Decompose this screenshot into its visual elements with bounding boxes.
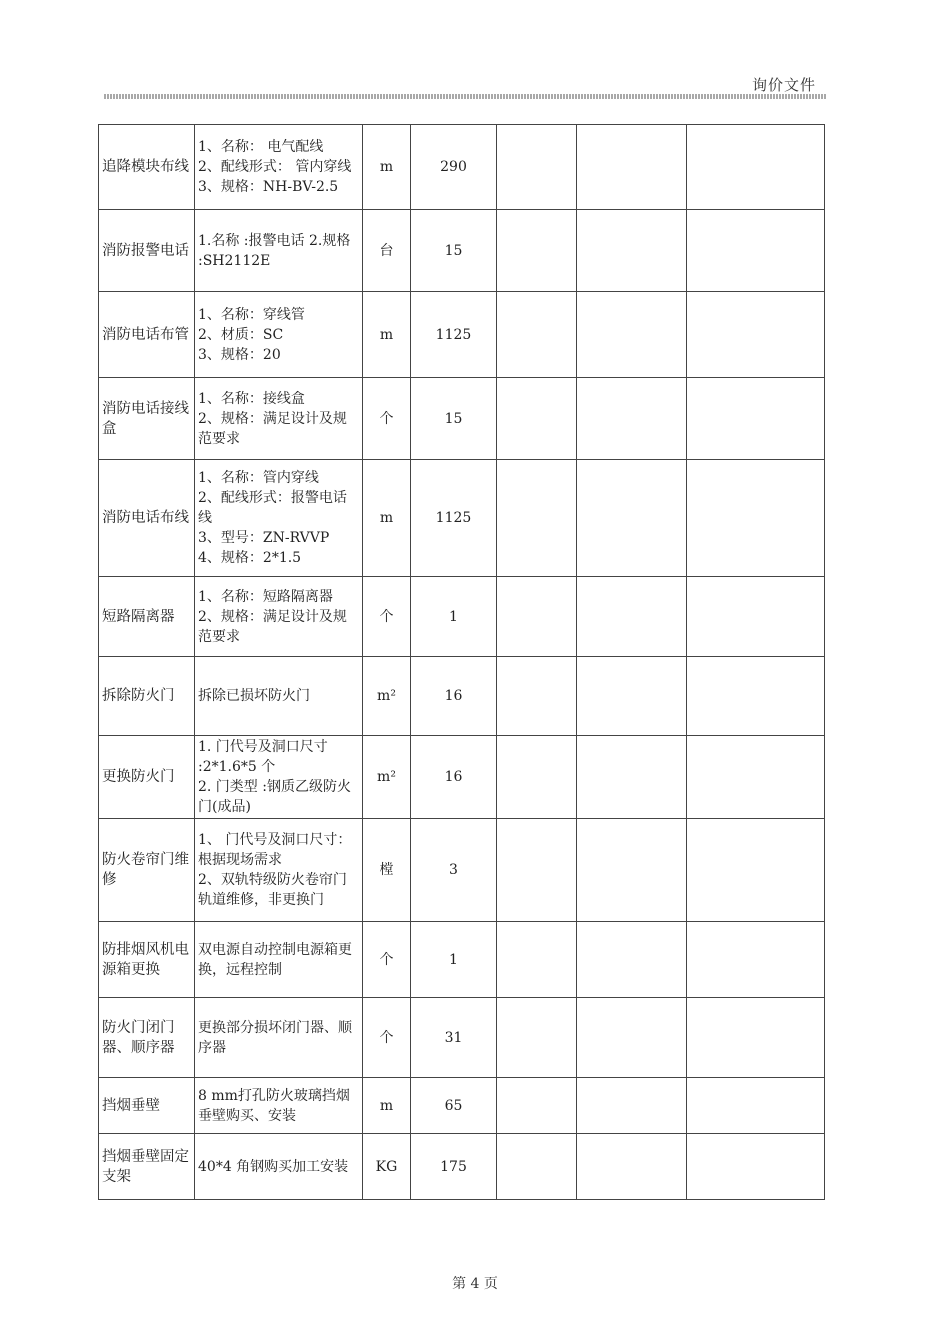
total-price-cell[interactable]	[577, 1134, 687, 1200]
unit-price-cell[interactable]	[497, 378, 577, 460]
remarks-cell[interactable]	[687, 125, 825, 210]
description-line: 3、型号：ZN-RVVP	[198, 530, 330, 546]
total-price-cell[interactable]	[577, 210, 687, 292]
total-price-cell[interactable]	[577, 125, 687, 210]
unit-cell: KG	[363, 1134, 411, 1200]
table-row	[99, 577, 825, 657]
unit-price-cell[interactable]	[497, 998, 577, 1078]
description-line: 2、规格：满足设计及规范要求	[198, 608, 347, 645]
remarks-cell[interactable]	[687, 577, 825, 657]
unit-price-cell[interactable]	[497, 125, 577, 210]
unit-cell: 个	[363, 922, 411, 998]
table-row	[99, 1078, 825, 1134]
item-description-cell	[195, 378, 363, 460]
total-price-cell[interactable]	[577, 460, 687, 577]
item-description-cell	[195, 210, 363, 292]
quantity-cell: 65	[411, 1078, 497, 1134]
unit-price-cell[interactable]	[497, 819, 577, 922]
table-row	[99, 657, 825, 736]
remarks-cell[interactable]	[687, 460, 825, 577]
item-description-cell	[195, 819, 363, 922]
table-row	[99, 998, 825, 1078]
table-row	[99, 125, 825, 210]
table-row	[99, 922, 825, 998]
unit-cell: m	[363, 460, 411, 577]
description-line: 双电源自动控制电源箱更换，远程控制	[198, 941, 352, 978]
item-description-cell	[195, 736, 363, 819]
unit-price-cell[interactable]	[497, 1078, 577, 1134]
item-description-cell	[195, 292, 363, 378]
quantity-cell: 290	[411, 125, 497, 210]
description-line: 1、名称：管内穿线	[198, 470, 319, 486]
header-divider	[104, 94, 826, 99]
total-price-cell[interactable]	[577, 819, 687, 922]
quantity-cell: 1125	[411, 292, 497, 378]
quantity-cell: 175	[411, 1134, 497, 1200]
item-name-cell: 消防电话接线盒	[99, 378, 195, 460]
item-description-cell	[195, 1134, 363, 1200]
total-price-cell[interactable]	[577, 577, 687, 657]
description-line: 1. 门代号及洞口尺寸 :2*1.6*5 个	[198, 739, 328, 775]
item-name-cell: 追降模块布线	[99, 125, 195, 210]
item-name-cell: 防火卷帘门维修	[99, 819, 195, 922]
description-line: 8 mm打孔防火玻璃挡烟垂壁购买、安装	[198, 1087, 350, 1124]
inquiry-items-table	[98, 124, 825, 1200]
item-description-cell	[195, 657, 363, 736]
quantity-cell: 31	[411, 998, 497, 1078]
remarks-cell[interactable]	[687, 210, 825, 292]
item-description-cell	[195, 125, 363, 210]
page-number: 第 4 页	[452, 1276, 498, 1292]
remarks-cell[interactable]	[687, 922, 825, 998]
item-name-cell: 防排烟风机电源箱更换	[99, 922, 195, 998]
unit-cell: 个	[363, 998, 411, 1078]
item-name-cell: 消防电话布管	[99, 292, 195, 378]
description-line: 1、 门代号及洞口尺寸：根据现场需求	[198, 832, 352, 868]
description-line: 1、名称： 电气配线	[198, 139, 324, 155]
quantity-cell: 16	[411, 736, 497, 819]
remarks-cell[interactable]	[687, 657, 825, 736]
item-description-cell	[195, 460, 363, 577]
unit-price-cell[interactable]	[497, 922, 577, 998]
unit-cell: m	[363, 292, 411, 378]
item-description-cell	[195, 998, 363, 1078]
quantity-cell: 1125	[411, 460, 497, 577]
quantity-cell: 3	[411, 819, 497, 922]
unit-cell: m	[363, 1078, 411, 1134]
unit-cell: 个	[363, 378, 411, 460]
item-description-cell	[195, 1078, 363, 1134]
table-row	[99, 460, 825, 577]
unit-cell: m²	[363, 657, 411, 736]
description-line: 2、配线形式：报警电话线	[198, 490, 347, 526]
remarks-cell[interactable]	[687, 378, 825, 460]
total-price-cell[interactable]	[577, 922, 687, 998]
description-line: 1、名称：接线盒	[198, 390, 305, 407]
document-header-title: 询价文件	[752, 76, 817, 94]
remarks-cell[interactable]	[687, 819, 825, 922]
unit-cell: 台	[363, 210, 411, 292]
unit-cell: m	[363, 125, 411, 210]
unit-price-cell[interactable]	[497, 736, 577, 819]
total-price-cell[interactable]	[577, 998, 687, 1078]
item-description-cell	[195, 922, 363, 998]
table-row	[99, 210, 825, 292]
unit-price-cell[interactable]	[497, 460, 577, 577]
total-price-cell[interactable]	[577, 736, 687, 819]
remarks-cell[interactable]	[687, 998, 825, 1078]
total-price-cell[interactable]	[577, 657, 687, 736]
table-row	[99, 819, 825, 922]
description-line: 2、配线形式： 管内穿线	[198, 159, 352, 175]
description-line: 4、规格：2*1.5	[198, 550, 302, 566]
unit-price-cell[interactable]	[497, 292, 577, 378]
item-name-cell: 消防报警电话	[99, 210, 195, 292]
item-name-cell: 挡烟垂壁	[99, 1078, 195, 1134]
remarks-cell[interactable]	[687, 292, 825, 378]
item-name-cell: 更换防火门	[99, 736, 195, 819]
description-line: 40*4 角钢购买加工安装	[198, 1158, 349, 1175]
quantity-cell: 1	[411, 577, 497, 657]
description-line: 拆除已损坏防火门	[198, 688, 310, 704]
total-price-cell[interactable]	[577, 378, 687, 460]
description-line: 2. 门类型 :钢质乙级防火门(成品)	[198, 779, 351, 815]
description-line: 更换部分损坏闭门器、顺序器	[198, 1019, 352, 1056]
table-body	[99, 125, 825, 1200]
remarks-cell[interactable]	[687, 1134, 825, 1200]
unit-price-cell[interactable]	[497, 210, 577, 292]
item-name-cell: 防火门闭门器、顺序器	[99, 998, 195, 1078]
table-row	[99, 1134, 825, 1200]
description-line: 2、材质：SC	[198, 326, 284, 343]
unit-price-cell[interactable]	[497, 577, 577, 657]
description-line: 3、规格：20	[198, 346, 281, 363]
quantity-cell: 15	[411, 210, 497, 292]
quantity-cell: 16	[411, 657, 497, 736]
description-line: 1、名称：穿线管	[198, 306, 305, 323]
item-name-cell: 消防电话布线	[99, 460, 195, 577]
total-price-cell[interactable]	[577, 292, 687, 378]
unit-price-cell[interactable]	[497, 657, 577, 736]
remarks-cell[interactable]	[687, 736, 825, 819]
item-name-cell: 短路隔离器	[99, 577, 195, 657]
table-row	[99, 736, 825, 819]
unit-cell: 个	[363, 577, 411, 657]
quantity-cell: 1	[411, 922, 497, 998]
quantity-cell: 15	[411, 378, 497, 460]
description-line: 1、名称：短路隔离器	[198, 588, 333, 605]
item-name-cell: 挡烟垂壁固定支架	[99, 1134, 195, 1200]
unit-cell: 樘	[363, 819, 411, 922]
item-name-cell: 拆除防火门	[99, 657, 195, 736]
description-line: 2、双轨特级防火卷帘门轨道维修，非更换门	[198, 872, 347, 908]
description-line: 3、规格：NH-BV-2.5	[198, 179, 339, 195]
unit-price-cell[interactable]	[497, 1134, 577, 1200]
table-row	[99, 292, 825, 378]
description-line: 1.名称 :报警电话 2.规格 :SH2112E	[198, 232, 351, 269]
remarks-cell[interactable]	[687, 1078, 825, 1134]
unit-cell: m²	[363, 736, 411, 819]
table-row	[99, 378, 825, 460]
item-description-cell	[195, 577, 363, 657]
description-line: 2、规格：满足设计及规范要求	[198, 410, 347, 447]
total-price-cell[interactable]	[577, 1078, 687, 1134]
